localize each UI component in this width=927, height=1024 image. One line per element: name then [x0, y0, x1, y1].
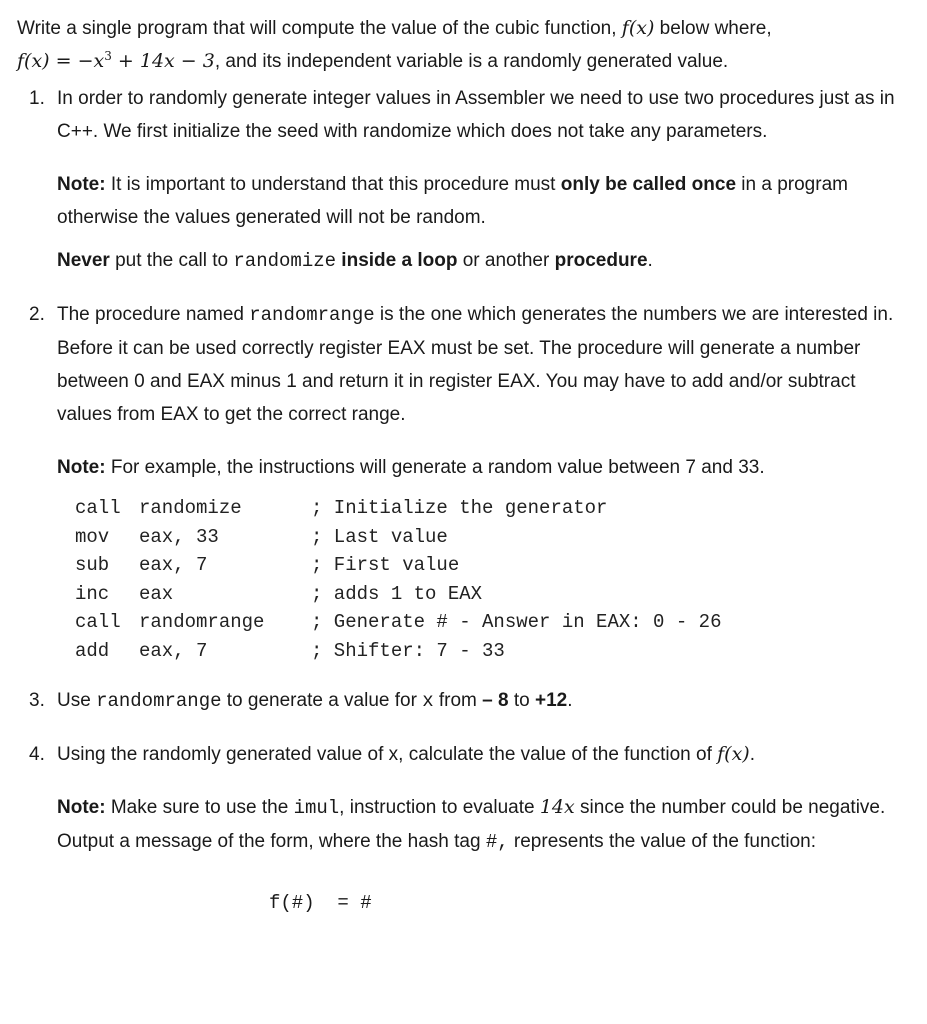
code-block: [75, 494, 907, 666]
intro-line2-post: , and its independent variable is a randomly generated value.: [214, 51, 729, 72]
code-arg: eax: [139, 582, 174, 605]
equation-lhs: f(x): [17, 50, 50, 72]
step-3-text: [57, 684, 907, 718]
code-line: [75, 551, 907, 580]
step-4-note-code: imul: [293, 796, 340, 819]
step-4-text: [57, 738, 907, 771]
step-4: [17, 738, 907, 917]
code-line: [75, 494, 907, 523]
step-4-text-end: .: [749, 743, 755, 765]
step-3-number: 3.: [29, 689, 45, 711]
code-op: sub: [75, 554, 110, 577]
step-1-never-code: randomize: [233, 250, 337, 272]
step-1-never-pre: put the call to: [109, 250, 234, 271]
code-comment: ; First value: [311, 554, 460, 577]
steps-list: [17, 82, 907, 917]
code-arg: randomize: [139, 497, 242, 519]
step-3-text-from: from: [433, 689, 483, 711]
step-1-text: In order to randomly generate integer values in Assembler we need to use two procedures just as in C++. We first initialize the seed with randomize which does not take any parameters.: [57, 88, 895, 142]
code-comment: ; Shifter: 7 - 33: [311, 639, 505, 662]
step-2-text-pre: The procedure named: [57, 304, 250, 325]
step-2-text-post: is the one which generates the numbers we are interested in. Before it can be used correctly register EAX must be set. The procedure will generate a number between 0 and EAX minus 1 and return it in register EAX. You may have to add and/or subtract values from EAX to get the correct range.: [57, 304, 894, 425]
step-2-note-text: For example, the instructions will generate a random value between 7 and 33.: [105, 457, 765, 478]
step-1-note-bold: only be called once: [560, 174, 737, 195]
code-arg: randomrange: [139, 611, 265, 634]
code-line: [75, 523, 907, 552]
equation-exponent: 3: [104, 49, 112, 63]
step-3-text-end: .: [567, 689, 573, 711]
code-arg: eax, 33: [139, 525, 219, 548]
step-4-text-pre: Using the randomly generated value of x, calculate the value of the function of: [57, 743, 718, 765]
step-1-note-pre: It is important to understand that this procedure must: [105, 174, 561, 195]
code-op: add: [75, 639, 110, 662]
step-3-text-to: to: [508, 689, 535, 711]
step-1-never-end: .: [647, 250, 653, 271]
code-op: inc: [75, 582, 110, 605]
code-comment: ; adds 1 to EAX: [311, 582, 483, 605]
equation-neg-x: −x: [77, 50, 105, 72]
intro-fx: f(x): [621, 17, 655, 39]
step-1-note-label: Note:: [57, 174, 106, 195]
step-3-text-pre: Use: [57, 689, 97, 711]
step-4-number: 4.: [29, 743, 45, 765]
code-line: [75, 580, 907, 609]
code-op: call: [75, 497, 121, 519]
step-1-number: 1.: [29, 88, 45, 109]
code-arg: eax, 7: [139, 639, 208, 662]
code-comment: ; Initialize the generator: [311, 497, 608, 519]
intro-paragraph: [17, 12, 907, 78]
step-4-note-label: Note:: [57, 796, 106, 818]
step-2: [17, 298, 907, 666]
step-1-never-bold: inside a loop: [336, 250, 458, 271]
code-comment: ; Generate # - Answer in EAX: 0 - 26: [311, 611, 722, 634]
step-4-note: [57, 791, 907, 859]
step-3-text-low: – 8: [482, 689, 509, 711]
code-line: [75, 608, 907, 637]
step-2-text-code: randomrange: [249, 304, 375, 326]
code-op: mov: [75, 525, 110, 548]
step-1-never-label: Never: [57, 250, 110, 271]
step-4-note-hash: #,: [485, 830, 509, 853]
code-op: call: [75, 611, 121, 634]
intro-line1-pre: Write a single program that will compute the value of the cubic function,: [17, 18, 622, 39]
step-1-never-bold2: procedure: [554, 250, 648, 271]
step-4-note-end: represents the value of the function:: [508, 830, 816, 852]
code-arg: eax, 7: [139, 554, 208, 577]
equation: [17, 50, 215, 72]
output-format: f(#) = #: [269, 891, 372, 914]
step-2-number: 2.: [29, 304, 45, 325]
step-4-note-mid: , instruction to evaluate: [339, 796, 540, 818]
step-3-text-x: x: [422, 689, 434, 712]
intro-line1-post: below where,: [654, 18, 772, 39]
step-2-note: [57, 451, 907, 484]
step-4-note-pre: Make sure to use the: [105, 796, 294, 818]
step-2-text: [57, 298, 907, 431]
step-1-note: [57, 168, 907, 234]
step-3-text-code: randomrange: [96, 689, 222, 712]
step-1-note-post: in a program otherwise the values generated will not be random.: [57, 174, 848, 228]
step-1-never: [57, 244, 907, 278]
equation-rest: + 14x − 3: [111, 50, 215, 72]
step-4-note-math: 14x: [539, 795, 575, 818]
step-1-never-mid: or another: [457, 250, 555, 271]
code-comment: ; Last value: [311, 525, 448, 548]
step-4-note-post: since the number could be negative. Output a message of the form, where the hash tag: [57, 796, 886, 852]
equation-equals: =: [49, 50, 78, 72]
step-4-text-fx: f(x): [717, 742, 750, 765]
step-3-text-mid: to generate a value for: [221, 689, 423, 711]
step-1: [17, 82, 907, 278]
step-3-text-high: +12: [534, 689, 568, 711]
step-3: [17, 684, 907, 718]
step-2-note-label: Note:: [57, 457, 106, 478]
code-line: [75, 637, 907, 666]
